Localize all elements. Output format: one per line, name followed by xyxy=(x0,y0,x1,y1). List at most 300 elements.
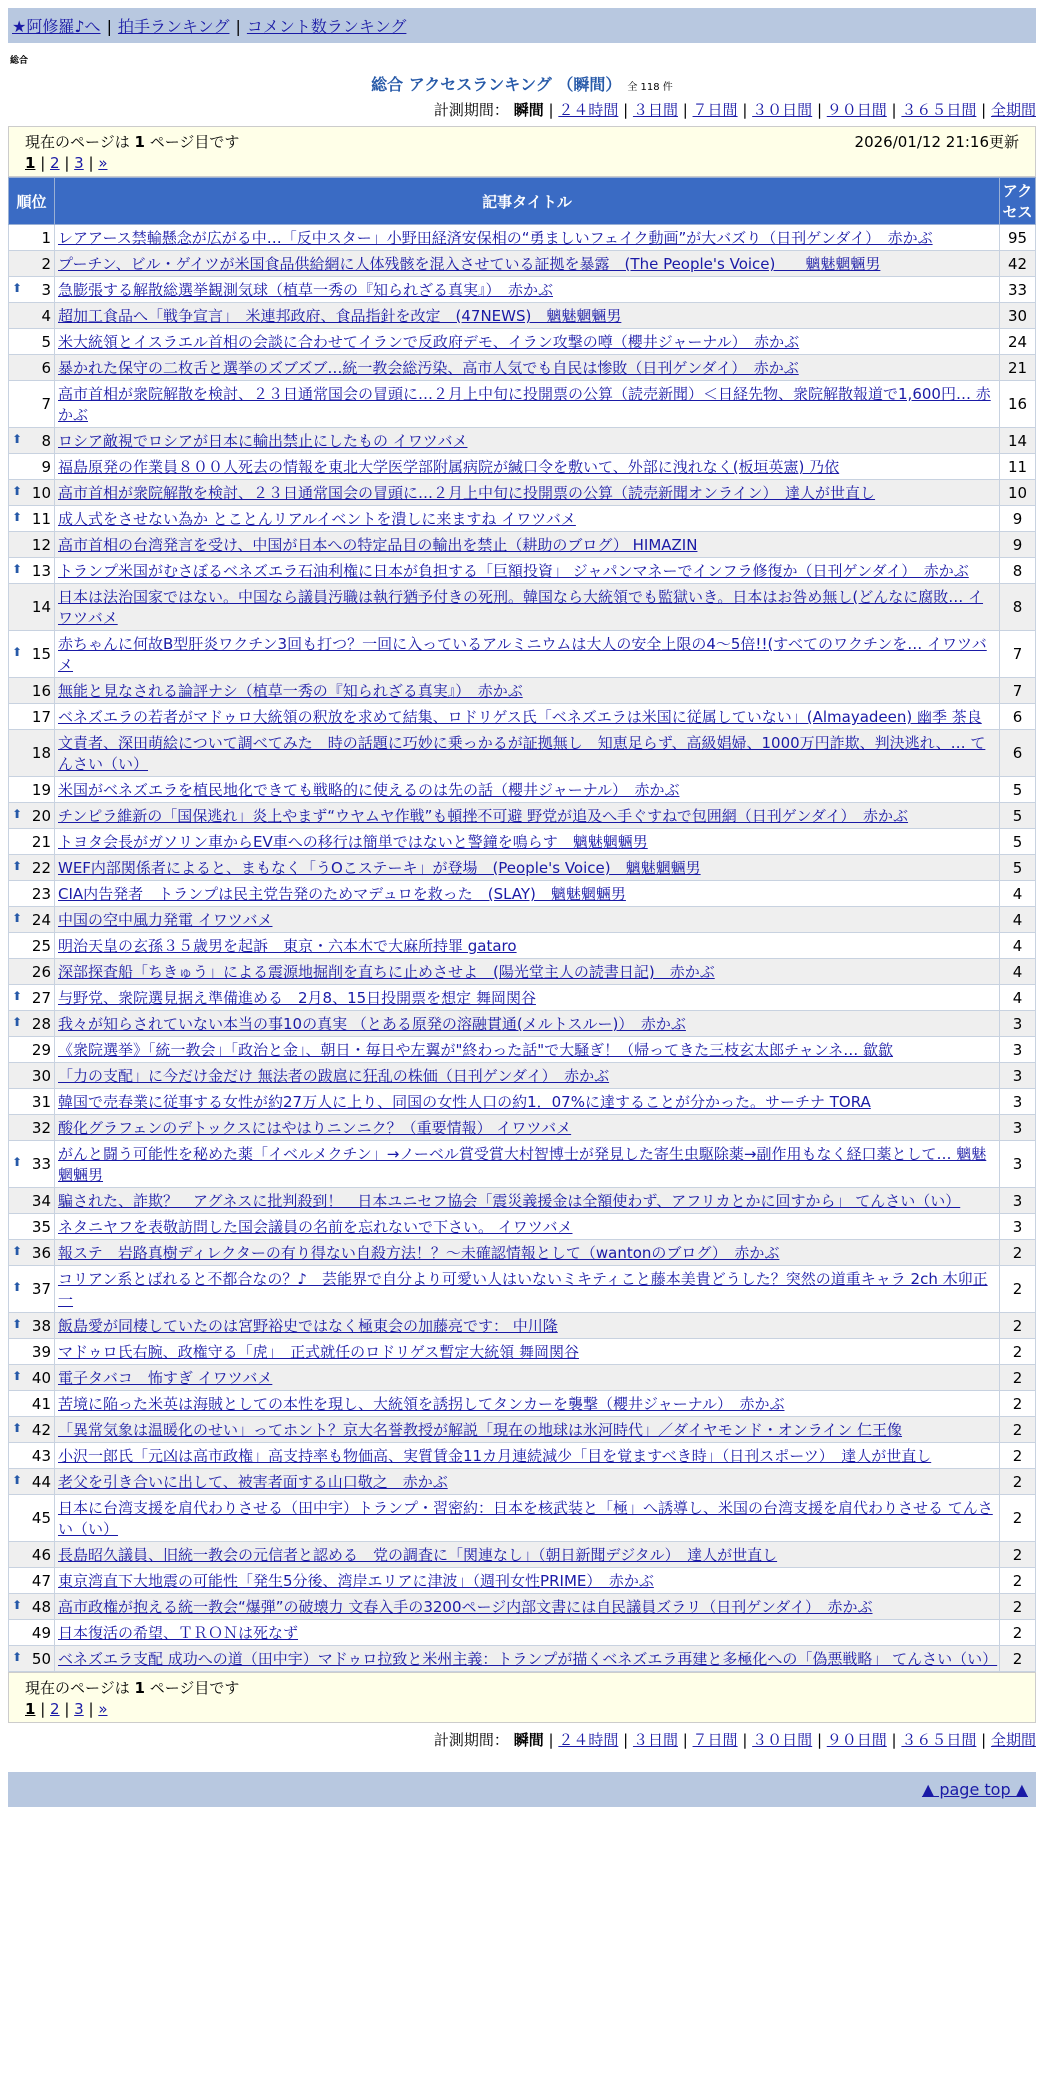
up-arrow-icon: ⬆ xyxy=(12,1597,23,1612)
rank-number: 36 xyxy=(31,1243,51,1262)
table-row xyxy=(9,1214,1036,1240)
article-title-link[interactable]: プーチン、ビル・ゲイツが米国食品供給網に人体残骸を混入させている証拠を暴露 (The People's Voice) 魑魅魍魎男 xyxy=(58,255,881,273)
rank-cell xyxy=(9,506,55,532)
title-cell xyxy=(55,1089,1000,1115)
access-count: 42 xyxy=(1000,251,1036,277)
separator: | xyxy=(59,154,75,172)
article-title-link[interactable]: 「力の支配」に今だけ金だけ 無法者の跋扈に狂乱の株価（日刊ゲンダイ） 赤かぶ xyxy=(58,1067,610,1085)
article-title-link[interactable]: ネタニヤフを表敬訪問した国会議員の名前を忘れないで下さい。 イワツバメ xyxy=(58,1218,573,1236)
rank-number: 38 xyxy=(31,1316,51,1335)
access-count: 2 xyxy=(1000,1542,1036,1568)
separator: | xyxy=(235,17,241,36)
period-selector-bottom xyxy=(8,1729,1036,1750)
rank-cell xyxy=(9,959,55,985)
table-row xyxy=(9,381,1036,428)
rank-number: 24 xyxy=(31,910,51,929)
table-row xyxy=(9,1594,1036,1620)
access-count: 2 xyxy=(1000,1495,1036,1542)
period-link[interactable]: 全期間 xyxy=(990,101,1036,119)
title-cell xyxy=(55,506,1000,532)
rank-cell xyxy=(9,1141,55,1188)
separator: | xyxy=(886,1731,902,1749)
rank-cell xyxy=(9,1568,55,1594)
page-link-1: 1 xyxy=(25,1700,36,1718)
title-cell xyxy=(55,1115,1000,1141)
period-label: 計測期間： xyxy=(433,1731,509,1749)
separator: | xyxy=(83,1700,99,1718)
access-count: 4 xyxy=(1000,881,1036,907)
up-arrow-icon: ⬆ xyxy=(12,483,23,498)
article-title-link[interactable]: マドゥロ氏右腕、政権守る「虎」 正式就任のロドリゲス暫定大統領 舞岡関谷 xyxy=(58,1343,579,1361)
title-cell xyxy=(55,1417,1000,1443)
rank-number: 13 xyxy=(31,561,51,580)
separator: | xyxy=(886,101,902,119)
table-row xyxy=(9,454,1036,480)
title-cell xyxy=(55,1568,1000,1594)
rank-number: 50 xyxy=(31,1649,51,1668)
rank-number: 32 xyxy=(31,1118,51,1137)
up-arrow-icon: ⬆ xyxy=(12,1014,23,1029)
access-count: 4 xyxy=(1000,907,1036,933)
title-cell xyxy=(55,1266,1000,1313)
rank-number: 10 xyxy=(31,483,51,502)
table-row xyxy=(9,1011,1036,1037)
title-cell xyxy=(55,1620,1000,1646)
article-title-link[interactable]: 暴かれた保守の二枚舌と選挙のズブズブ…統一教会総汚染、高市人気でも自民は惨敗（日刊ゲンダイ） 赤かぶ xyxy=(58,359,799,377)
article-title-link[interactable]: 超加工食品へ「戦争宣言」 米連邦政府、食品指針を改定 (47NEWS) 魑魅魍魎男 xyxy=(58,307,622,325)
article-title-link[interactable]: 《衆院選挙》「統一教会」「政治と金」、朝日・毎日や左翼が"終わった話"で大騒ぎ！（帰ってきた三枝玄太郎チャンネ… 歙歙 xyxy=(58,1041,894,1059)
article-title-link[interactable]: 韓国で売春業に従事する女性が約27万人に上り、同国の女性人口の約1．07%に達することが分かった。サーチナ TORA xyxy=(58,1093,871,1111)
period-link[interactable]: ３日間 xyxy=(632,1731,678,1749)
access-count: 7 xyxy=(1000,678,1036,704)
article-title-link[interactable]: 深部探査船「ちきゅう」による震源地掘削を直ちに止めさせよ (陽光堂主人の読書日記) 赤かぶ xyxy=(58,963,715,981)
page-status: 現在のページは 1 ページ目です xyxy=(25,1679,240,1697)
access-count: 3 xyxy=(1000,1011,1036,1037)
rank-cell xyxy=(9,1266,55,1313)
article-title-link[interactable]: 中国の空中風力発電 イワツバメ xyxy=(58,911,273,929)
separator: | xyxy=(737,101,753,119)
access-count: 2 xyxy=(1000,1240,1036,1266)
rank-cell xyxy=(9,355,55,381)
up-arrow-icon: ⬆ xyxy=(12,1472,23,1487)
table-row xyxy=(9,1313,1036,1339)
up-arrow-icon: ⬆ xyxy=(12,988,23,1003)
title-cell xyxy=(55,985,1000,1011)
page-title xyxy=(8,72,1036,95)
rank-number: 42 xyxy=(31,1420,51,1439)
rank-cell xyxy=(9,532,55,558)
article-title-link[interactable]: 我々が知らされていない本当の事10の真実 （とある原発の溶融貫通(メルトスルー)） 赤かぶ xyxy=(58,1015,686,1033)
separator: | xyxy=(976,101,991,119)
access-count: 95 xyxy=(1000,225,1036,251)
title-cell xyxy=(55,1542,1000,1568)
article-title-link[interactable]: がんと闘う可能性を秘めた薬「イベルメクチン」→ノーベル賞受賞大村智博士が発見した寄生虫駆除薬→副作用もなく経口薬として… 魑魅魍魎男 xyxy=(58,1145,987,1184)
period-link[interactable]: ９０日間 xyxy=(826,101,887,119)
up-arrow-icon: ⬆ xyxy=(12,509,23,524)
page-link-2[interactable]: 2 xyxy=(50,154,60,172)
period-link[interactable]: ３６５日間 xyxy=(901,1731,977,1749)
period-link[interactable]: ７日間 xyxy=(692,101,738,119)
rank-number: 18 xyxy=(31,744,51,762)
total-count: 全 118 件 xyxy=(627,82,673,93)
period-link[interactable]: ７日間 xyxy=(692,1731,738,1749)
article-title-link[interactable]: 苦境に陥った米英は海賊としての本性を現し、大統領を誘拐してタンカーを襲撃（櫻井ジャーナル） 赤かぶ xyxy=(58,1395,785,1413)
title-cell xyxy=(55,959,1000,985)
rank-number: 25 xyxy=(31,936,51,955)
rank-cell xyxy=(9,1417,55,1443)
article-title-link[interactable]: トランプ米国がむさぼるベネズエラ石油利権に日本が負担する「巨額投資」 ジャパンマネーでインフラ修復か（日刊ゲンダイ） 赤かぶ xyxy=(58,562,969,580)
title-cell xyxy=(55,1313,1000,1339)
access-count: 3 xyxy=(1000,1214,1036,1240)
table-row xyxy=(9,558,1036,584)
rank-cell xyxy=(9,803,55,829)
table-row xyxy=(9,959,1036,985)
table-row xyxy=(9,1495,1036,1542)
article-title-link[interactable]: 酸化グラフェンのデトックスにはやはりニンニク？（重要情報） イワツバメ xyxy=(58,1119,572,1137)
table-row xyxy=(9,480,1036,506)
access-count: 14 xyxy=(1000,428,1036,454)
rank-cell xyxy=(9,1646,55,1672)
article-title-link[interactable]: ベネズエラの若者がマドゥロ大統領の釈放を求めて結集、ロドリゲス氏「ベネズエラは米国に従属していない」(Almayadeen) 幽季 茶良 xyxy=(58,708,982,726)
up-arrow-icon: ⬆ xyxy=(12,1316,23,1331)
title-cell xyxy=(55,480,1000,506)
article-title-link[interactable]: 赤ちゃんに何故B型肝炎ワクチン3回も打つ？一回に入っているアルミニウムは大人の安全上限の4〜5倍!!(すべてのワクチンを… イワツバメ xyxy=(58,635,987,674)
period-link[interactable]: 全期間 xyxy=(990,1731,1036,1749)
rank-cell xyxy=(9,1443,55,1469)
rank-cell xyxy=(9,428,55,454)
title-cell xyxy=(55,277,1000,303)
article-title-link[interactable]: トヨタ会長がガソリン車からEV車への移行は簡単ではないと警鐘を鳴らす 魑魅魍魎男 xyxy=(58,833,648,851)
rank-cell xyxy=(9,1594,55,1620)
article-title-link[interactable]: レアアース禁輸懸念が広がる中…「反中スター」小野田経済安保相の“勇ましいフェイク動画”が大バズり（日刊ゲンダイ） 赤かぶ xyxy=(58,229,933,247)
rank-number: 35 xyxy=(31,1217,51,1236)
table-row xyxy=(9,1141,1036,1188)
article-title-link[interactable]: 明治天皇の玄孫３５歳男を起訴 東京・六本木で大麻所持罪 gataro xyxy=(58,937,517,955)
rank-cell xyxy=(9,1365,55,1391)
article-title-link[interactable]: 急膨張する解散総選挙観測気球（植草一秀の『知られざる真実』） 赤かぶ xyxy=(58,281,554,299)
access-count: 33 xyxy=(1000,277,1036,303)
access-count: 8 xyxy=(1000,558,1036,584)
page-link-2[interactable]: 2 xyxy=(50,1700,60,1718)
pager-top xyxy=(8,126,1036,177)
rank-cell xyxy=(9,1620,55,1646)
access-count: 2 xyxy=(1000,1443,1036,1469)
table-row xyxy=(9,1240,1036,1266)
table-row xyxy=(9,1391,1036,1417)
article-title-link[interactable]: 老父を引き合いに出して、被害者面する山口敬之 赤かぶ xyxy=(58,1473,448,1491)
period-link[interactable]: ３０日間 xyxy=(752,1731,813,1749)
rank-number: 28 xyxy=(31,1014,51,1033)
column-header-rank: 順位 xyxy=(9,178,55,225)
rank-cell xyxy=(9,855,55,881)
title-cell xyxy=(55,1188,1000,1214)
rank-number: 26 xyxy=(31,962,51,981)
column-header-access: アクセス xyxy=(1000,178,1036,225)
article-title-link[interactable]: 成人式をさせない為か とことんリアルイベントを潰しに来ますね イワツバメ xyxy=(58,510,576,528)
article-title-link[interactable]: 米国がベネズエラを植民地化できても戦略的に使えるのは先の話（櫻井ジャーナル） 赤かぶ xyxy=(58,781,680,799)
period-link[interactable]: ２４時間 xyxy=(558,101,619,119)
title-cell xyxy=(55,428,1000,454)
page-status: 現在のページは 1 ページ目です xyxy=(25,133,240,151)
article-title-link[interactable]: 高市首相が衆院解散を検討、２３日通常国会の冒頭に…２月上中旬に投開票の公算（読売新聞オンライン） 達人が世直し xyxy=(58,484,876,502)
title-cell xyxy=(55,1141,1000,1188)
page-links xyxy=(25,154,1019,172)
access-count: 9 xyxy=(1000,532,1036,558)
comment-ranking-link[interactable]: コメント数ランキング xyxy=(246,17,407,36)
table-row xyxy=(9,631,1036,678)
rank-cell xyxy=(9,985,55,1011)
rank-cell xyxy=(9,1089,55,1115)
access-count: 10 xyxy=(1000,480,1036,506)
next-page-link[interactable]: » xyxy=(98,154,108,172)
pager-bottom xyxy=(8,1672,1036,1723)
article-title-link[interactable]: 米大統領とイスラエル首相の会談に合わせてイランで反政府デモ、イラン攻撃の噂（櫻井ジャーナル） 赤かぶ xyxy=(58,333,800,351)
access-count: 30 xyxy=(1000,303,1036,329)
rank-number: 16 xyxy=(31,681,51,700)
rank-cell xyxy=(9,303,55,329)
rank-cell xyxy=(9,1469,55,1495)
rank-cell xyxy=(9,881,55,907)
up-arrow-icon: ⬆ xyxy=(12,858,23,873)
article-title-link[interactable]: 電子タバコ 怖すぎ イワツバメ xyxy=(58,1369,273,1387)
access-count: 2 xyxy=(1000,1469,1036,1495)
rank-number: 8 xyxy=(41,431,51,450)
page-top-link[interactable]: ▲ page top ▲ xyxy=(921,1780,1028,1799)
access-count: 11 xyxy=(1000,454,1036,480)
rank-number: 19 xyxy=(31,780,51,799)
rank-number: 15 xyxy=(31,645,51,663)
article-title-link[interactable]: 飯島愛が同棲していたのは宮野裕史ではなく極東会の加藤亮です： 中川隆 xyxy=(58,1317,558,1335)
rank-cell xyxy=(9,454,55,480)
rank-cell xyxy=(9,480,55,506)
period-current: 瞬間 xyxy=(513,101,544,119)
title-cell xyxy=(55,1646,1000,1672)
title-cell xyxy=(55,355,1000,381)
rank-number: 2 xyxy=(41,254,51,273)
access-count: 9 xyxy=(1000,506,1036,532)
separator: | xyxy=(618,101,633,119)
rank-number: 9 xyxy=(41,457,51,476)
article-title-link[interactable]: コリアン系とばれると不都合なの？♪ 芸能界で自分より可愛い人はいないミキティこと藤本美貴どうした？突然の道重キャラ 2ch 木卯正一 xyxy=(58,1270,988,1309)
separator: | xyxy=(548,101,559,119)
rank-cell xyxy=(9,381,55,428)
table-row xyxy=(9,1115,1036,1141)
title-cell xyxy=(55,678,1000,704)
table-row xyxy=(9,329,1036,355)
article-title-link[interactable]: 日本に台湾支援を肩代わりさせる（田中宇）トランプ・習密約：日本を核武装と「極」へ誘導し、米国の台湾支援を肩代わりさせる てんさい（い） xyxy=(58,1499,993,1538)
table-row xyxy=(9,1339,1036,1365)
title-cell xyxy=(55,1240,1000,1266)
rank-number: 22 xyxy=(31,858,51,877)
table-row xyxy=(9,803,1036,829)
access-count: 3 xyxy=(1000,1037,1036,1063)
rank-number: 4 xyxy=(41,306,51,325)
article-title-link[interactable]: 東京湾直下大地震の可能性「発生5分後、湾岸エリアに津波」（週刊女性PRIME） 赤かぶ xyxy=(58,1572,654,1590)
article-title-link[interactable]: 与野党、衆院選見据え準備進める 2月8、15日投開票を想定 舞岡関谷 xyxy=(58,989,536,1007)
table-row xyxy=(9,303,1036,329)
rank-number: 11 xyxy=(31,509,51,528)
title-cell xyxy=(55,251,1000,277)
rank-number: 5 xyxy=(41,332,51,351)
rank-cell xyxy=(9,1115,55,1141)
rank-cell xyxy=(9,329,55,355)
table-row xyxy=(9,1063,1036,1089)
page-links xyxy=(25,1700,1019,1718)
title-cell xyxy=(55,1594,1000,1620)
rank-number: 27 xyxy=(31,988,51,1007)
table-row xyxy=(9,1037,1036,1063)
table-row xyxy=(9,1542,1036,1568)
title-cell xyxy=(55,1037,1000,1063)
period-link[interactable]: ３６５日間 xyxy=(901,101,977,119)
title-cell xyxy=(55,907,1000,933)
article-title-link[interactable]: ロシア敵視でロシアが日本に輸出禁止にしたもの イワツバメ xyxy=(58,432,468,450)
article-title-link[interactable]: ベネズエラ支配 成功への道（田中宇）マドゥロ拉致と米州主義：トランプが描くベネズエラ再建と多極化への「偽悪戦略」 てんさい（い） xyxy=(58,1650,998,1668)
period-link[interactable]: ２４時間 xyxy=(558,1731,619,1749)
table-row xyxy=(9,1443,1036,1469)
up-arrow-icon: ⬆ xyxy=(12,806,23,821)
title-cell xyxy=(55,1339,1000,1365)
access-count: 7 xyxy=(1000,631,1036,678)
access-count: 3 xyxy=(1000,1063,1036,1089)
article-title-link[interactable]: WEF内部関係者によると、まもなく「うOこステーキ」が登場 (People's Voice) 魑魅魍魎男 xyxy=(58,859,701,877)
breadcrumb: 総合 xyxy=(10,56,29,66)
access-count: 5 xyxy=(1000,803,1036,829)
title-cell xyxy=(55,829,1000,855)
clap-ranking-link[interactable]: 拍手ランキング xyxy=(117,17,230,36)
article-title-link[interactable]: 報ステ 岩路真樹ディレクターの有り得ない自殺方法！？～未確認情報として（wantonのブログ） 赤かぶ xyxy=(58,1244,780,1262)
page-link-3[interactable]: 3 xyxy=(74,154,84,172)
table-row xyxy=(9,777,1036,803)
title-cell xyxy=(55,1391,1000,1417)
rank-cell xyxy=(9,1037,55,1063)
table-row xyxy=(9,251,1036,277)
rank-cell xyxy=(9,1188,55,1214)
up-arrow-icon: ⬆ xyxy=(12,1280,23,1294)
title-cell xyxy=(55,1214,1000,1240)
access-count: 5 xyxy=(1000,829,1036,855)
article-title-link[interactable]: CIA内告発者 トランプは民主党告発のためマデュロを救った (SLAY) 魑魅魍魎男 xyxy=(58,885,626,903)
access-count: 2 xyxy=(1000,1594,1036,1620)
rank-number: 40 xyxy=(31,1368,51,1387)
table-row xyxy=(9,907,1036,933)
page-link-1: 1 xyxy=(25,154,36,172)
article-title-link[interactable]: 日本は法治国家ではない。中国なら議員汚職は執行猶予付きの死刑。韓国なら大統領でも監獄いき。日本はお咎め無し(どんなに腐敗… イワツバメ xyxy=(58,588,984,627)
access-count: 2 xyxy=(1000,1568,1036,1594)
article-title-link[interactable]: 日本復活の希望、ＴＲＯＮは死なず xyxy=(58,1624,299,1642)
rank-cell xyxy=(9,730,55,777)
article-title-link[interactable]: 小沢一郎氏「元凶は高市政権」高支持率も物価高、実質賃金11カ月連続減少「目を覚ますべき時」（日刊スポーツ） 達人が世直し xyxy=(58,1447,932,1465)
rank-cell xyxy=(9,907,55,933)
access-count: 6 xyxy=(1000,730,1036,777)
up-arrow-icon: ⬆ xyxy=(12,1243,23,1258)
table-row xyxy=(9,506,1036,532)
article-title-link[interactable]: 騙された、詐欺？ アグネスに批判殺到！ 日本ユニセフ協会「震災義援金は全額使わず、アフリカとかに回すから」 てんさい（い） xyxy=(58,1192,961,1210)
separator: | xyxy=(618,1731,633,1749)
home-link[interactable]: ★阿修羅♪へ xyxy=(12,17,101,36)
page-title-text: 総合 アクセスランキング （瞬間） xyxy=(371,75,622,94)
table-row xyxy=(9,1365,1036,1391)
rank-cell xyxy=(9,558,55,584)
rank-cell xyxy=(9,1011,55,1037)
up-arrow-icon: ⬆ xyxy=(12,561,23,576)
separator: | xyxy=(59,1700,75,1718)
updated-time: 2026/01/12 21:16更新 xyxy=(854,133,1019,151)
access-count: 24 xyxy=(1000,329,1036,355)
column-header-title: 記事タイトル xyxy=(55,178,1000,225)
ranking-table xyxy=(8,177,1036,1672)
article-title-link[interactable]: 文責者、深田萌絵について調べてみた 時の話題に巧妙に乗っかるが証拠無し 知恵足らず、高級娼婦、1000万円詐欺、判決逃れ、… てんさい（い） xyxy=(58,734,986,773)
title-cell xyxy=(55,1063,1000,1089)
access-count: 2 xyxy=(1000,1365,1036,1391)
rank-number: 49 xyxy=(31,1623,51,1642)
up-arrow-icon: ⬆ xyxy=(12,1155,23,1169)
up-arrow-icon: ⬆ xyxy=(12,645,23,659)
article-title-link[interactable]: 高市政権が抱える統一教会“爆弾”の破壊力 文春入手の3200ページ内部文書には自民議員ズラリ（日刊ゲンダイ） 赤かぶ xyxy=(58,1598,873,1616)
title-cell xyxy=(55,704,1000,730)
separator: | xyxy=(677,101,693,119)
period-current: 瞬間 xyxy=(513,1731,544,1749)
access-count: 4 xyxy=(1000,959,1036,985)
table-row xyxy=(9,829,1036,855)
table-row xyxy=(9,277,1036,303)
title-cell xyxy=(55,803,1000,829)
access-count: 2 xyxy=(1000,1339,1036,1365)
separator: | xyxy=(35,154,51,172)
separator: | xyxy=(35,1700,51,1718)
next-page-link[interactable]: » xyxy=(98,1700,108,1718)
rank-cell xyxy=(9,678,55,704)
rank-cell xyxy=(9,1339,55,1365)
title-cell xyxy=(55,303,1000,329)
rank-cell xyxy=(9,1391,55,1417)
access-count: 2 xyxy=(1000,1391,1036,1417)
article-title-link[interactable]: チンピラ維新の「国保逃れ」炎上やまず“ウヤムヤ作戦”も頓挫不可避 野党が追及へ手ぐすねで包囲網（日刊ゲンダイ） 赤かぶ xyxy=(58,807,909,825)
access-count: 5 xyxy=(1000,855,1036,881)
separator: | xyxy=(812,101,827,119)
article-title-link[interactable]: 無能と見なされる論評ナシ（植草一秀の『知られざる真実』） 赤かぶ xyxy=(58,682,523,700)
separator: | xyxy=(106,17,112,36)
rank-number: 20 xyxy=(31,806,51,825)
title-cell xyxy=(55,584,1000,631)
title-cell xyxy=(55,933,1000,959)
period-link[interactable]: ３０日間 xyxy=(752,101,813,119)
rank-number: 31 xyxy=(31,1092,51,1111)
rank-cell xyxy=(9,829,55,855)
article-title-link[interactable]: 高市首相の台湾発言を受け、中国が日本への特定品目の輸出を禁止（耕助のブログ） HIMAZIN xyxy=(58,536,698,554)
article-title-link[interactable]: 福島原発の作業員８００人死去の情報を東北大学医学部附属病院が緘口令を敷いて、外部に洩れなく(板垣英憲) 乃依 xyxy=(58,458,840,476)
rank-number: 33 xyxy=(31,1155,51,1173)
rank-cell xyxy=(9,1313,55,1339)
rank-number: 44 xyxy=(31,1472,51,1491)
page-link-3[interactable]: 3 xyxy=(74,1700,84,1718)
article-title-link[interactable]: 長島昭久議員、旧統一教会の元信者と認める 党の調査に「関連なし」（朝日新聞デジタル） 達人が世直し xyxy=(58,1546,778,1564)
title-cell xyxy=(55,1495,1000,1542)
rank-number: 45 xyxy=(31,1509,51,1527)
article-title-link[interactable]: 「異常気象は温暖化のせい」ってホント？京大名誉教授が解説「現在の地球は氷河時代」／ダイヤモンド・オンライン 仁王像 xyxy=(58,1421,903,1439)
rank-number: 7 xyxy=(41,395,51,413)
period-link[interactable]: ３日間 xyxy=(632,101,678,119)
up-arrow-icon: ⬆ xyxy=(12,280,23,295)
access-count: 4 xyxy=(1000,985,1036,1011)
table-row xyxy=(9,985,1036,1011)
rank-number: 21 xyxy=(31,832,51,851)
title-cell xyxy=(55,225,1000,251)
article-title-link[interactable]: 高市首相が衆院解散を検討、２３日通常国会の冒頭に…２月上中旬に投開票の公算（読売新聞）＜日経先物、衆院解散報道で1,600円… 赤かぶ xyxy=(58,385,991,424)
period-link[interactable]: ９０日間 xyxy=(826,1731,887,1749)
title-cell xyxy=(55,631,1000,678)
title-cell xyxy=(55,381,1000,428)
